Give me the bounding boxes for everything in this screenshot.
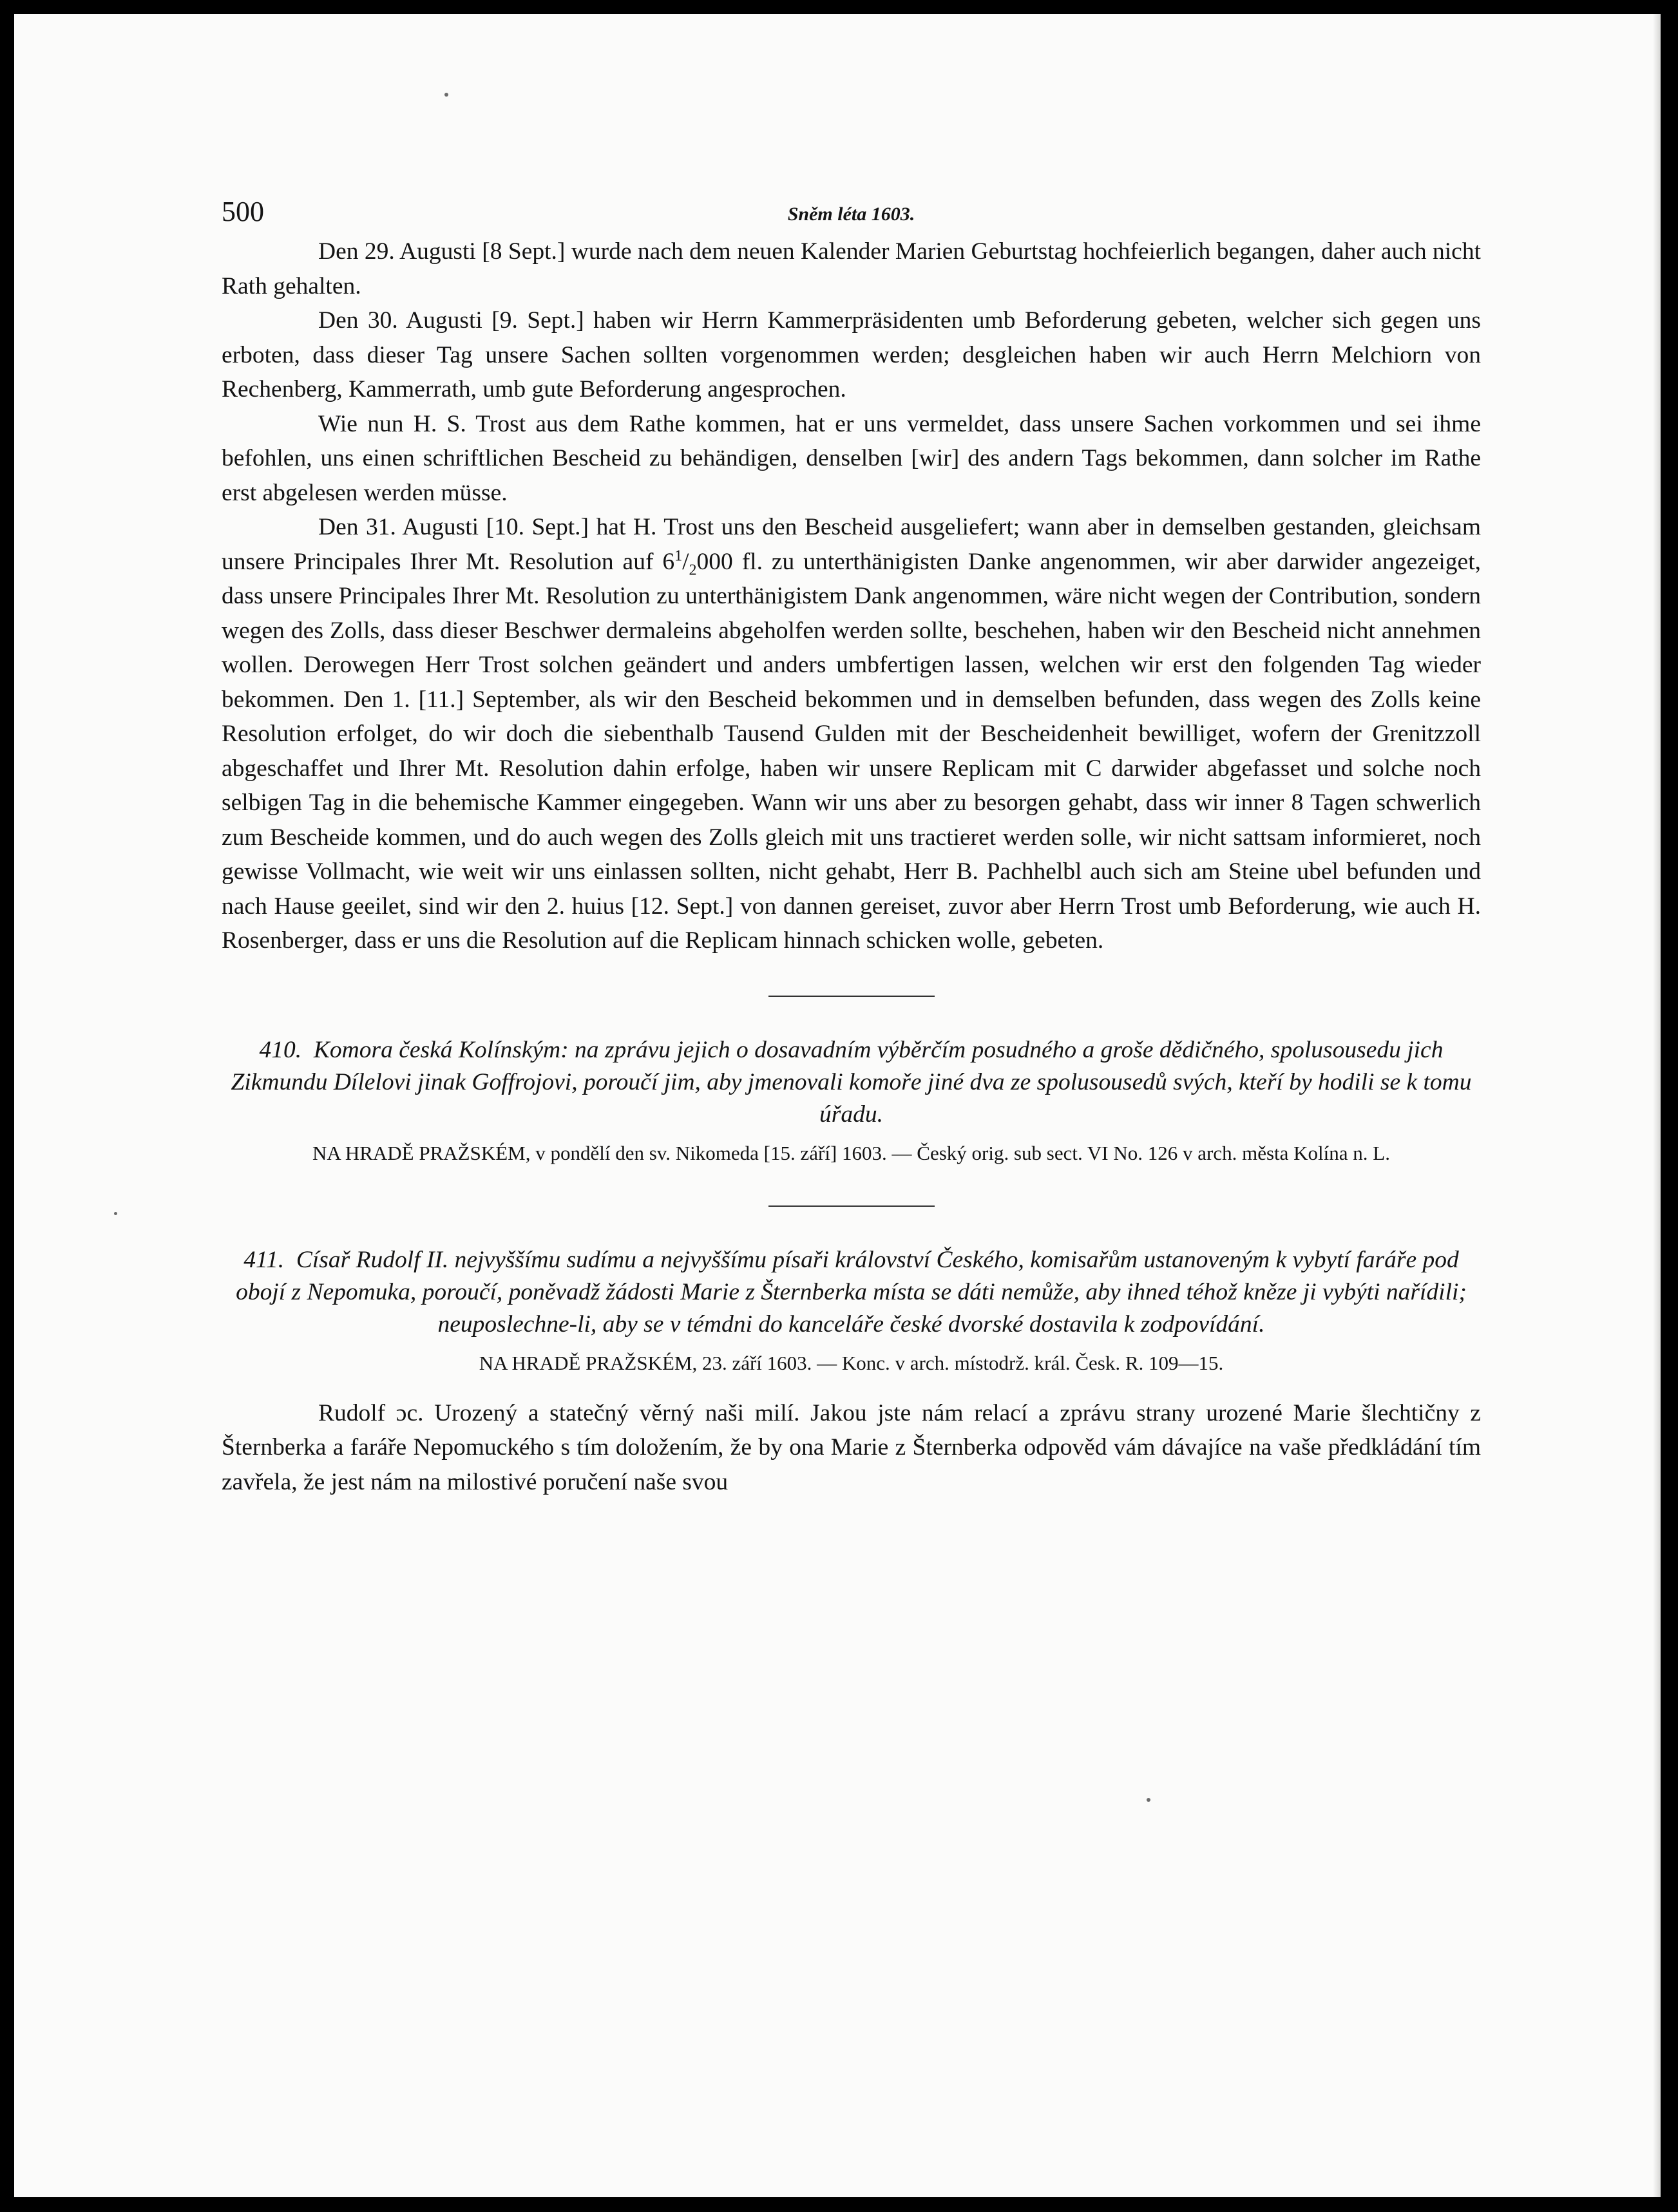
fraction-separator: / [682, 548, 689, 575]
diary-paragraph: Den 30. Augusti [9. Sept.] haben wir Herrn Kammerpräsidenten umb Beforderung gebeten, welcher sich gegen uns erboten, dass dieser Tag unsere Sachen sollten vorgenommen werden; desgleichen haben wir auch Herrn Melchiorn von Rechenberg, Kammerrath, umb gute Beforderung angesprochen. [222, 307, 1481, 402]
diary-paragraph [222, 510, 1481, 958]
entry-summary-text: Komora česká Kolínským: na zprávu jejich o dosavadním výběrčím posudného a groše dědičného, spolusousedu jich Zikmundu Dílelovi jinak Goffrojovi, poroučí jim, aby jmenovali komoře jiné dva ze spolusousedů svých, kteří by hodili se k tomu úřadu. [231, 1036, 1472, 1128]
fraction-numerator: 1 [674, 547, 683, 564]
paragraph-text: 000 fl. zu unterthänigisten Danke angenommen, wir aber darwider angezeiget, dass unsere Principales Ihrer Mt. Resolution zu unterthänigistem Dank angenommen, wäre nicht wegen der Contribution, sondern wegen des Zolls, dass dieser Beschwer dermaleins abgeholfen werden sollte, beschehen, haben wir den Bescheid nicht annehmen wollen. Derowegen Herr Trost solchen geändert und anders umbfertigen lassen, welchen wir erst den folgenden Tag wieder bekommen. Den 1. [11.] September, als wir den Bescheid bekommen und in demselben befunden, dass wegen des Zolls keine Resolution erfolget, do wir doch die siebenthalb Tausend Gulden mit der Bescheidenheit bewilliget, wofern der Grenitzzoll abgeschaffet und Ihrer Mt. Resolution dahin erfolge, haben wir unsere Replicam mit C darwider abgefasset und solche noch selbigen Tag in die behemische Kammer eingegeben. Wann wir uns aber zu besorgen gehabt, dass wir inner 8 Tagen schwerlich zum Bescheide kommen, und do auch wegen des Zolls gleich mit uns tractieret werden solle, wir nicht sattsam informieret, noch gewisse Vollmacht, wie weit wir uns einlassen sollten, nicht gehabt, Herr B. Pachhelbl auch sich am Steine ubel befunden und nach Hause geeilet, sind wir den 2. huius [12. Sept.] von dannen gereiset, zuvor aber Herrn Trost umb Beforderung, wie auch H. Rosenberger, dass er uns die Resolution auf die Replicam hinnach schicken wolle, gebeten. [222, 548, 1481, 954]
entry-411-summary [222, 1244, 1481, 1341]
page-number: 500 [222, 196, 264, 227]
fraction-denominator: 2 [689, 562, 697, 578]
diary-paragraph: Den 29. Augusti [8 Sept.] wurde nach dem neuen Kalender Marien Geburtstag hochfeierlich begangen, daher auch nicht Rath gehalten. [222, 238, 1481, 299]
entry-411-source: NA HRADĚ PRAŽSKÉM, 23. září 1603. — Konc. v arch. místodrž. král. Česk. R. 109—15. [479, 1351, 1224, 1374]
scan-speck [1147, 1798, 1150, 1802]
section-divider [768, 1205, 935, 1207]
page-body [222, 194, 1481, 1499]
running-head [222, 194, 1481, 233]
scanned-page [14, 14, 1661, 2197]
letter-text: Rudolf ɔc. Urozený a statečný věrný naši milí. Jakou jste nám relací a zprávu strany urozené Marie šlechtičny z Šternberka a faráře Nepomuckého s tím doložením, že by ona Marie z Šternberka odpověd vám dávajíce na vaše předkládání tím zavřela, že jest nám na milostivé poručení naše svou [222, 1399, 1481, 1495]
entry-summary-text: Císař Rudolf II. nejvyššímu sudímu a nejvyššímu písaři království Českého, komisařům ustanoveným k vybytí faráře pod obojí z Nepomuka, poroučí, poněvadž žádosti Marie z Šternberka místa se dáti nemůže, aby ihned téhož kněze ji vybýti nařídili; neuposlechne-li, aby se v témdni do kanceláře české dvorské dostavila k zodpovídání. [236, 1246, 1467, 1338]
entry-410-summary [222, 1034, 1481, 1131]
scan-speck [444, 93, 448, 97]
paragraph-text: Den 31. Augusti [10. Sept.] hat H. Trost uns den Bescheid ausgeliefert; wann aber in demselben gestanden, gleichsam unsere Principales Ihrer Mt. Resolution auf 6 [222, 514, 1481, 575]
entry-410-source: NA HRADĚ PRAŽSKÉM, v pondělí den sv. Nikomeda [15. září] 1603. — Český orig. sub sect. VI No. 126 v arch. města Kolína n. L. [312, 1141, 1390, 1164]
scan-speck [114, 1212, 117, 1215]
entry-number: 410. [259, 1036, 302, 1063]
diary-paragraph: Wie nun H. S. Trost aus dem Rathe kommen, hat er uns vermeldet, dass unsere Sachen vorkommen und sei ihme befohlen, uns einen schriftlichen Bescheid zu behändigen, denselben [wir] des andern Tags bekommen, dann solcher im Rathe erst abgelesen werden müsse. [222, 410, 1481, 506]
entry-number: 411. [243, 1246, 285, 1273]
section-divider [768, 996, 935, 997]
running-title: Sněm léta 1603. [787, 203, 915, 225]
